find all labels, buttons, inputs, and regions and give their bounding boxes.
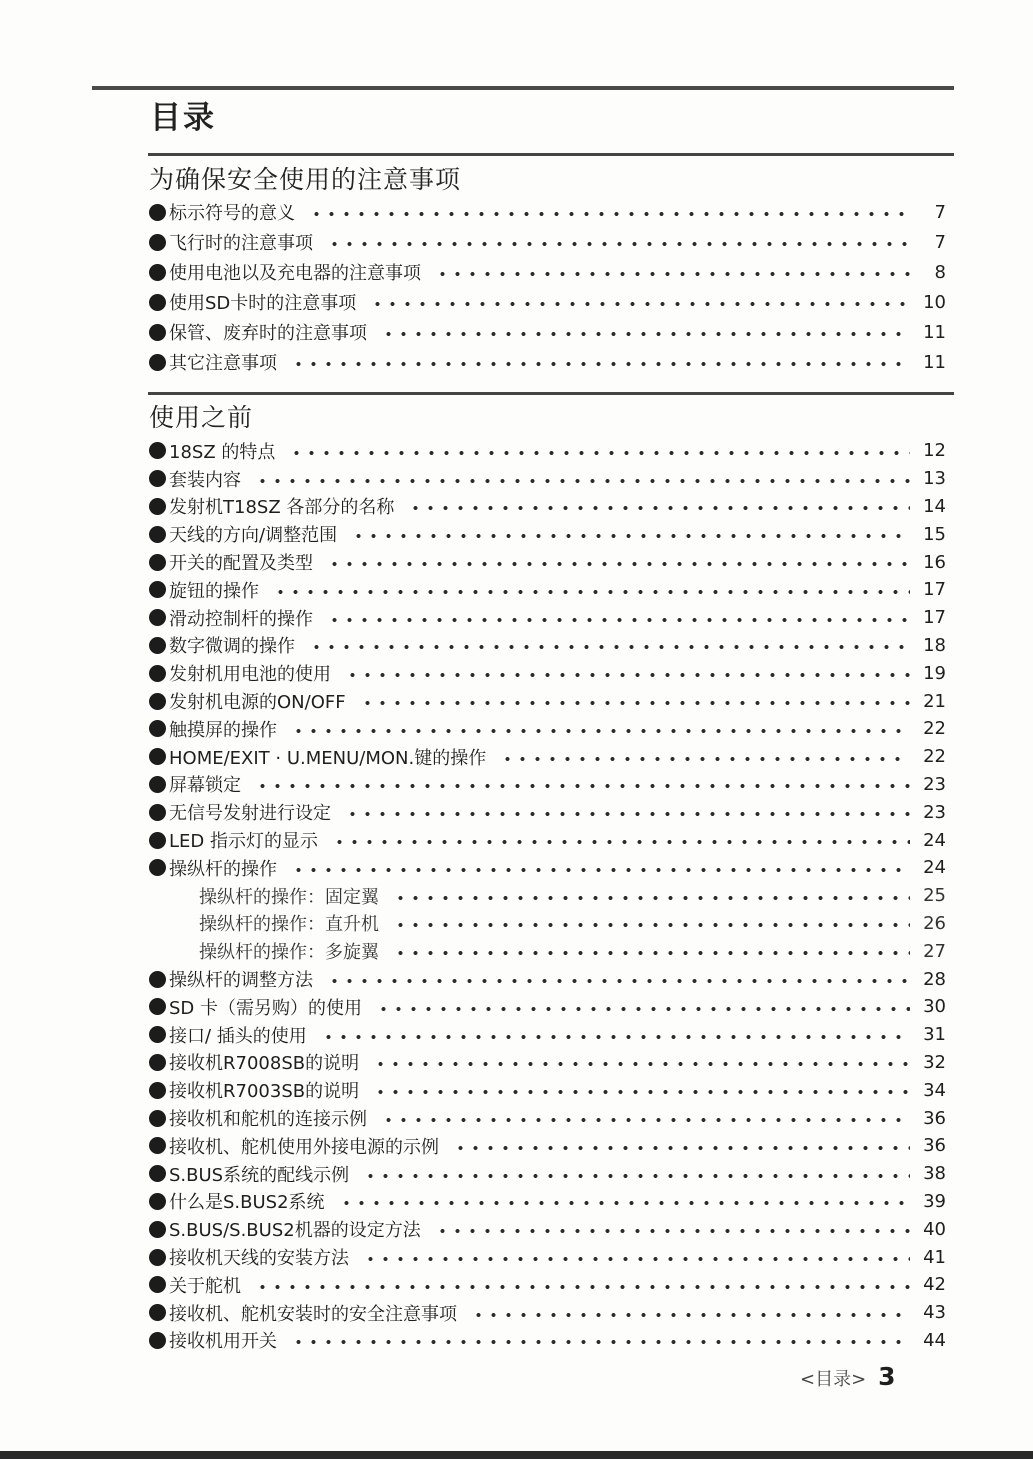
dot-leader [327, 618, 910, 622]
toc-entry[interactable] [149, 493, 946, 521]
dot-leader [321, 1035, 910, 1039]
toc-entry[interactable] [149, 257, 946, 287]
toc-entry-label: 操纵杆的操作：固定翼 [199, 886, 379, 908]
toc-entry-page: 38 [923, 1163, 946, 1185]
toc-entry[interactable] [149, 347, 946, 377]
toc-entry-label: 发射机用电池的使用 [169, 664, 331, 686]
toc-entry-page: 40 [923, 1218, 946, 1240]
toc-entry[interactable] [149, 854, 946, 882]
toc-entry-page: 21 [923, 690, 946, 712]
bullet-icon [149, 354, 166, 371]
dot-leader [500, 757, 910, 761]
bullet-icon [149, 1026, 166, 1043]
toc-entry-page: 24 [923, 829, 946, 851]
toc-entry[interactable] [149, 465, 946, 493]
toc-entry-page: 14 [923, 495, 946, 517]
toc-entry[interactable] [149, 743, 946, 771]
toc-entry-page: 13 [923, 468, 946, 490]
toc-entry-label: 开关的配置及类型 [169, 553, 313, 575]
toc-entry-label: 什么是S.BUS2系统 [169, 1192, 325, 1214]
bullet-icon [149, 609, 166, 626]
toc-entry[interactable] [149, 715, 946, 743]
dot-leader [453, 1146, 910, 1150]
bullet-icon [149, 1137, 166, 1154]
toc-entry-page: 23 [923, 801, 946, 823]
dot-leader [339, 1201, 910, 1205]
toc-entry-label: 无信号发射进行设定 [169, 803, 331, 825]
toc-entry-page: 17 [923, 579, 946, 601]
toc-entry[interactable] [149, 1188, 946, 1216]
toc-entry-label: 操纵杆的调整方法 [169, 970, 313, 992]
toc-entry[interactable] [149, 1299, 946, 1327]
toc-entry[interactable] [149, 771, 946, 799]
toc-entry[interactable] [149, 548, 946, 576]
dot-leader [255, 784, 910, 788]
dot-leader [345, 812, 910, 816]
toc-entry-page: 11 [923, 321, 946, 343]
page-title: 目录 [150, 100, 216, 136]
bullet-icon [149, 1165, 166, 1182]
toc-entry-label: 保管、废弃时的注意事项 [169, 323, 367, 344]
toc-entry[interactable] [149, 632, 946, 660]
toc-entry[interactable] [149, 1327, 946, 1355]
dot-leader [393, 951, 910, 955]
toc-list-before-use [149, 437, 946, 1354]
toc-entry-label: 数字微调的操作 [169, 636, 295, 658]
dot-leader [332, 840, 910, 844]
dot-leader [435, 272, 910, 276]
toc-entry-page: 12 [923, 440, 946, 462]
bullet-icon [149, 748, 166, 765]
toc-entry-label: 使用电池以及充电器的注意事项 [169, 263, 421, 284]
toc-entry-label: 旋钮的操作 [169, 580, 259, 602]
toc-entry-label: 发射机T18SZ 各部分的名称 [169, 497, 395, 519]
toc-entry[interactable] [149, 1049, 946, 1077]
bullet-icon [149, 498, 166, 515]
bullet-icon [149, 859, 166, 876]
bullet-icon [149, 470, 166, 487]
bullet-icon [149, 294, 166, 311]
dot-leader [345, 673, 910, 677]
toc-entry-label: LED 指示灯的显示 [169, 831, 318, 853]
bullet-icon [149, 234, 166, 251]
toc-entry[interactable] [149, 826, 946, 854]
toc-entry[interactable] [149, 1243, 946, 1271]
toc-entry-label: 18SZ 的特点 [169, 441, 276, 463]
bullet-icon [149, 264, 166, 281]
toc-entry-label: SD 卡（需另购）的使用 [169, 997, 363, 1019]
toc-entry-page: 25 [923, 885, 946, 907]
dot-leader [255, 1285, 910, 1289]
toc-entry-page: 22 [923, 718, 946, 740]
bullet-icon [149, 1304, 166, 1321]
toc-entry-page: 22 [923, 746, 946, 768]
toc-entry[interactable] [149, 1104, 946, 1132]
dot-leader [363, 1257, 910, 1261]
bullet-icon [149, 324, 166, 341]
top-rule [92, 86, 954, 90]
bullet-icon [149, 998, 166, 1015]
toc-entry-label: 飞行时的注意事项 [169, 233, 313, 254]
bullet-icon [149, 1276, 166, 1293]
toc-entry[interactable] [149, 520, 946, 548]
toc-entry[interactable] [149, 576, 946, 604]
dot-leader [408, 506, 910, 510]
bullet-icon [149, 581, 166, 598]
toc-entry-label: 接收机和舵机的连接示例 [169, 1109, 367, 1131]
dot-leader [393, 896, 910, 900]
dot-leader [351, 534, 910, 538]
toc-entry-page: 7 [934, 231, 946, 253]
toc-entry-page: 31 [923, 1024, 946, 1046]
toc-entry[interactable] [149, 317, 946, 347]
dot-leader [309, 645, 910, 649]
toc-entry-label: 接收机天线的安装方法 [169, 1248, 349, 1269]
toc-entry-page: 7 [934, 201, 946, 223]
toc-entry[interactable] [149, 1215, 946, 1243]
bullet-icon [149, 442, 166, 459]
bullet-icon [149, 1110, 166, 1127]
toc-entry-page: 42 [923, 1274, 946, 1296]
toc-entry[interactable] [149, 910, 946, 938]
toc-entry-label: 天线的方向/调整范围 [169, 525, 338, 547]
bullet-icon [149, 1249, 166, 1266]
toc-entry[interactable] [149, 437, 946, 465]
toc-entry[interactable] [149, 1076, 946, 1104]
dot-leader [291, 868, 910, 872]
bullet-icon [149, 204, 166, 221]
toc-entry-page: 44 [923, 1329, 946, 1351]
toc-entry[interactable] [149, 993, 946, 1021]
bullet-icon [149, 776, 166, 793]
toc-entry-label: 标示符号的意义 [169, 203, 295, 224]
toc-entry[interactable] [149, 1021, 946, 1049]
bullet-icon [149, 554, 166, 571]
toc-entry-page: 23 [923, 773, 946, 795]
toc-entry[interactable] [149, 604, 946, 632]
toc-entry[interactable] [149, 1160, 946, 1188]
toc-entry-label: 套装内容 [169, 469, 241, 491]
toc-entry-page: 28 [923, 968, 946, 990]
dot-leader [327, 242, 910, 246]
toc-entry-page: 39 [923, 1190, 946, 1212]
footer-label: <目录> [800, 1369, 867, 1390]
dot-leader [393, 923, 910, 927]
dot-leader [291, 729, 910, 733]
toc-entry-page: 8 [934, 261, 946, 283]
toc-list-safety [149, 197, 946, 377]
toc-entry-label: 接收机R7008SB的说明 [169, 1053, 360, 1075]
dot-leader [435, 1229, 910, 1233]
toc-entry-label: 关于舵机 [169, 1275, 241, 1297]
bullet-icon [149, 1332, 166, 1349]
toc-entry[interactable] [149, 687, 946, 715]
toc-entry-page: 11 [923, 351, 946, 373]
toc-entry[interactable] [149, 227, 946, 257]
bullet-icon [149, 526, 166, 543]
toc-entry[interactable] [149, 882, 946, 910]
dot-leader [289, 451, 910, 455]
section-rule-before-use [148, 392, 954, 395]
bullet-icon [149, 1054, 166, 1071]
bullet-icon [149, 1082, 166, 1099]
toc-entry[interactable] [149, 937, 946, 965]
toc-entry-page: 27 [923, 940, 946, 962]
toc-entry-page: 36 [923, 1107, 946, 1129]
dot-leader [363, 1174, 910, 1178]
toc-entry[interactable] [149, 1271, 946, 1299]
toc-entry-page: 43 [923, 1302, 946, 1324]
bullet-icon [149, 720, 166, 737]
bullet-icon [149, 665, 166, 682]
toc-entry[interactable] [149, 798, 946, 826]
bullet-icon [149, 804, 166, 821]
section-heading-before-use: 使用之前 [149, 403, 254, 432]
toc-entry-label: 触摸屏的操作 [169, 719, 277, 741]
bullet-icon [149, 637, 166, 654]
toc-entry-page: 30 [923, 996, 946, 1018]
toc-entry-page: 24 [923, 857, 946, 879]
toc-entry-label: 接口/ 插头的使用 [169, 1025, 307, 1047]
toc-entry-page: 10 [923, 291, 946, 313]
dot-leader [309, 212, 910, 216]
toc-entry-label: S.BUS/S.BUS2机器的设定方法 [169, 1220, 421, 1242]
toc-entry-page: 17 [923, 607, 946, 629]
bullet-icon [149, 693, 166, 710]
toc-entry-page: 18 [923, 634, 946, 656]
toc-entry-label: 其它注意事项 [169, 353, 277, 374]
dot-leader [291, 1340, 910, 1344]
bullet-icon [149, 1193, 166, 1210]
toc-entry-label: 屏幕锁定 [169, 775, 241, 797]
toc-entry-page: 36 [923, 1135, 946, 1157]
dot-leader [327, 979, 910, 983]
toc-entry-label: 滑动控制杆的操作 [169, 608, 313, 630]
toc-entry-page: 15 [923, 523, 946, 545]
toc-entry-label: 使用SD卡时的注意事项 [169, 293, 357, 314]
page-footer [800, 1362, 896, 1391]
dot-leader [273, 590, 910, 594]
toc-entry-page: 16 [923, 551, 946, 573]
toc-entry-page: 34 [923, 1079, 946, 1101]
bullet-icon [149, 1221, 166, 1238]
bullet-icon [149, 832, 166, 849]
toc-entry-label: 接收机用开关 [169, 1331, 277, 1353]
toc-entry-label: 发射机电源的ON/OFF [169, 692, 346, 714]
page-number: 3 [878, 1362, 896, 1391]
toc-entry-label: 操纵杆的操作 [169, 858, 277, 880]
dot-leader [360, 701, 910, 705]
dot-leader [381, 332, 910, 336]
toc-entry[interactable] [149, 197, 946, 227]
toc-entry-label: 操纵杆的操作：多旋翼 [199, 942, 379, 964]
toc-entry-page: 32 [923, 1051, 946, 1073]
toc-entry-label: 接收机R7003SB的说明 [169, 1081, 360, 1103]
toc-entry[interactable] [149, 965, 946, 993]
toc-entry-label: 接收机、舵机使用外接电源的示例 [169, 1136, 439, 1158]
section-heading-safety: 为确保安全使用的注意事项 [149, 165, 462, 194]
dot-leader [376, 1007, 910, 1011]
toc-entry[interactable] [149, 287, 946, 317]
bottom-edge [0, 1451, 1033, 1459]
bullet-icon [149, 971, 166, 988]
dot-leader [373, 1062, 910, 1066]
toc-entry-label: 操纵杆的操作：直升机 [199, 914, 379, 936]
toc-entry-label: HOME/EXIT · U.MENU/MON.键的操作 [169, 747, 487, 769]
dot-leader [471, 1313, 910, 1317]
toc-entry[interactable] [149, 659, 946, 687]
dot-leader [255, 479, 910, 483]
toc-entry-label: S.BUS系统的配线示例 [169, 1164, 350, 1186]
dot-leader [370, 302, 910, 306]
toc-entry-page: 19 [923, 662, 946, 684]
dot-leader [373, 1090, 910, 1094]
toc-entry-page: 41 [923, 1246, 946, 1268]
toc-entry-page: 26 [923, 912, 946, 934]
toc-entry-label: 接收机、舵机安装时的安全注意事项 [169, 1303, 457, 1325]
dot-leader [291, 362, 910, 366]
dot-leader [327, 562, 910, 566]
toc-entry[interactable] [149, 1132, 946, 1160]
section-rule-safety [148, 153, 954, 156]
dot-leader [381, 1118, 910, 1122]
